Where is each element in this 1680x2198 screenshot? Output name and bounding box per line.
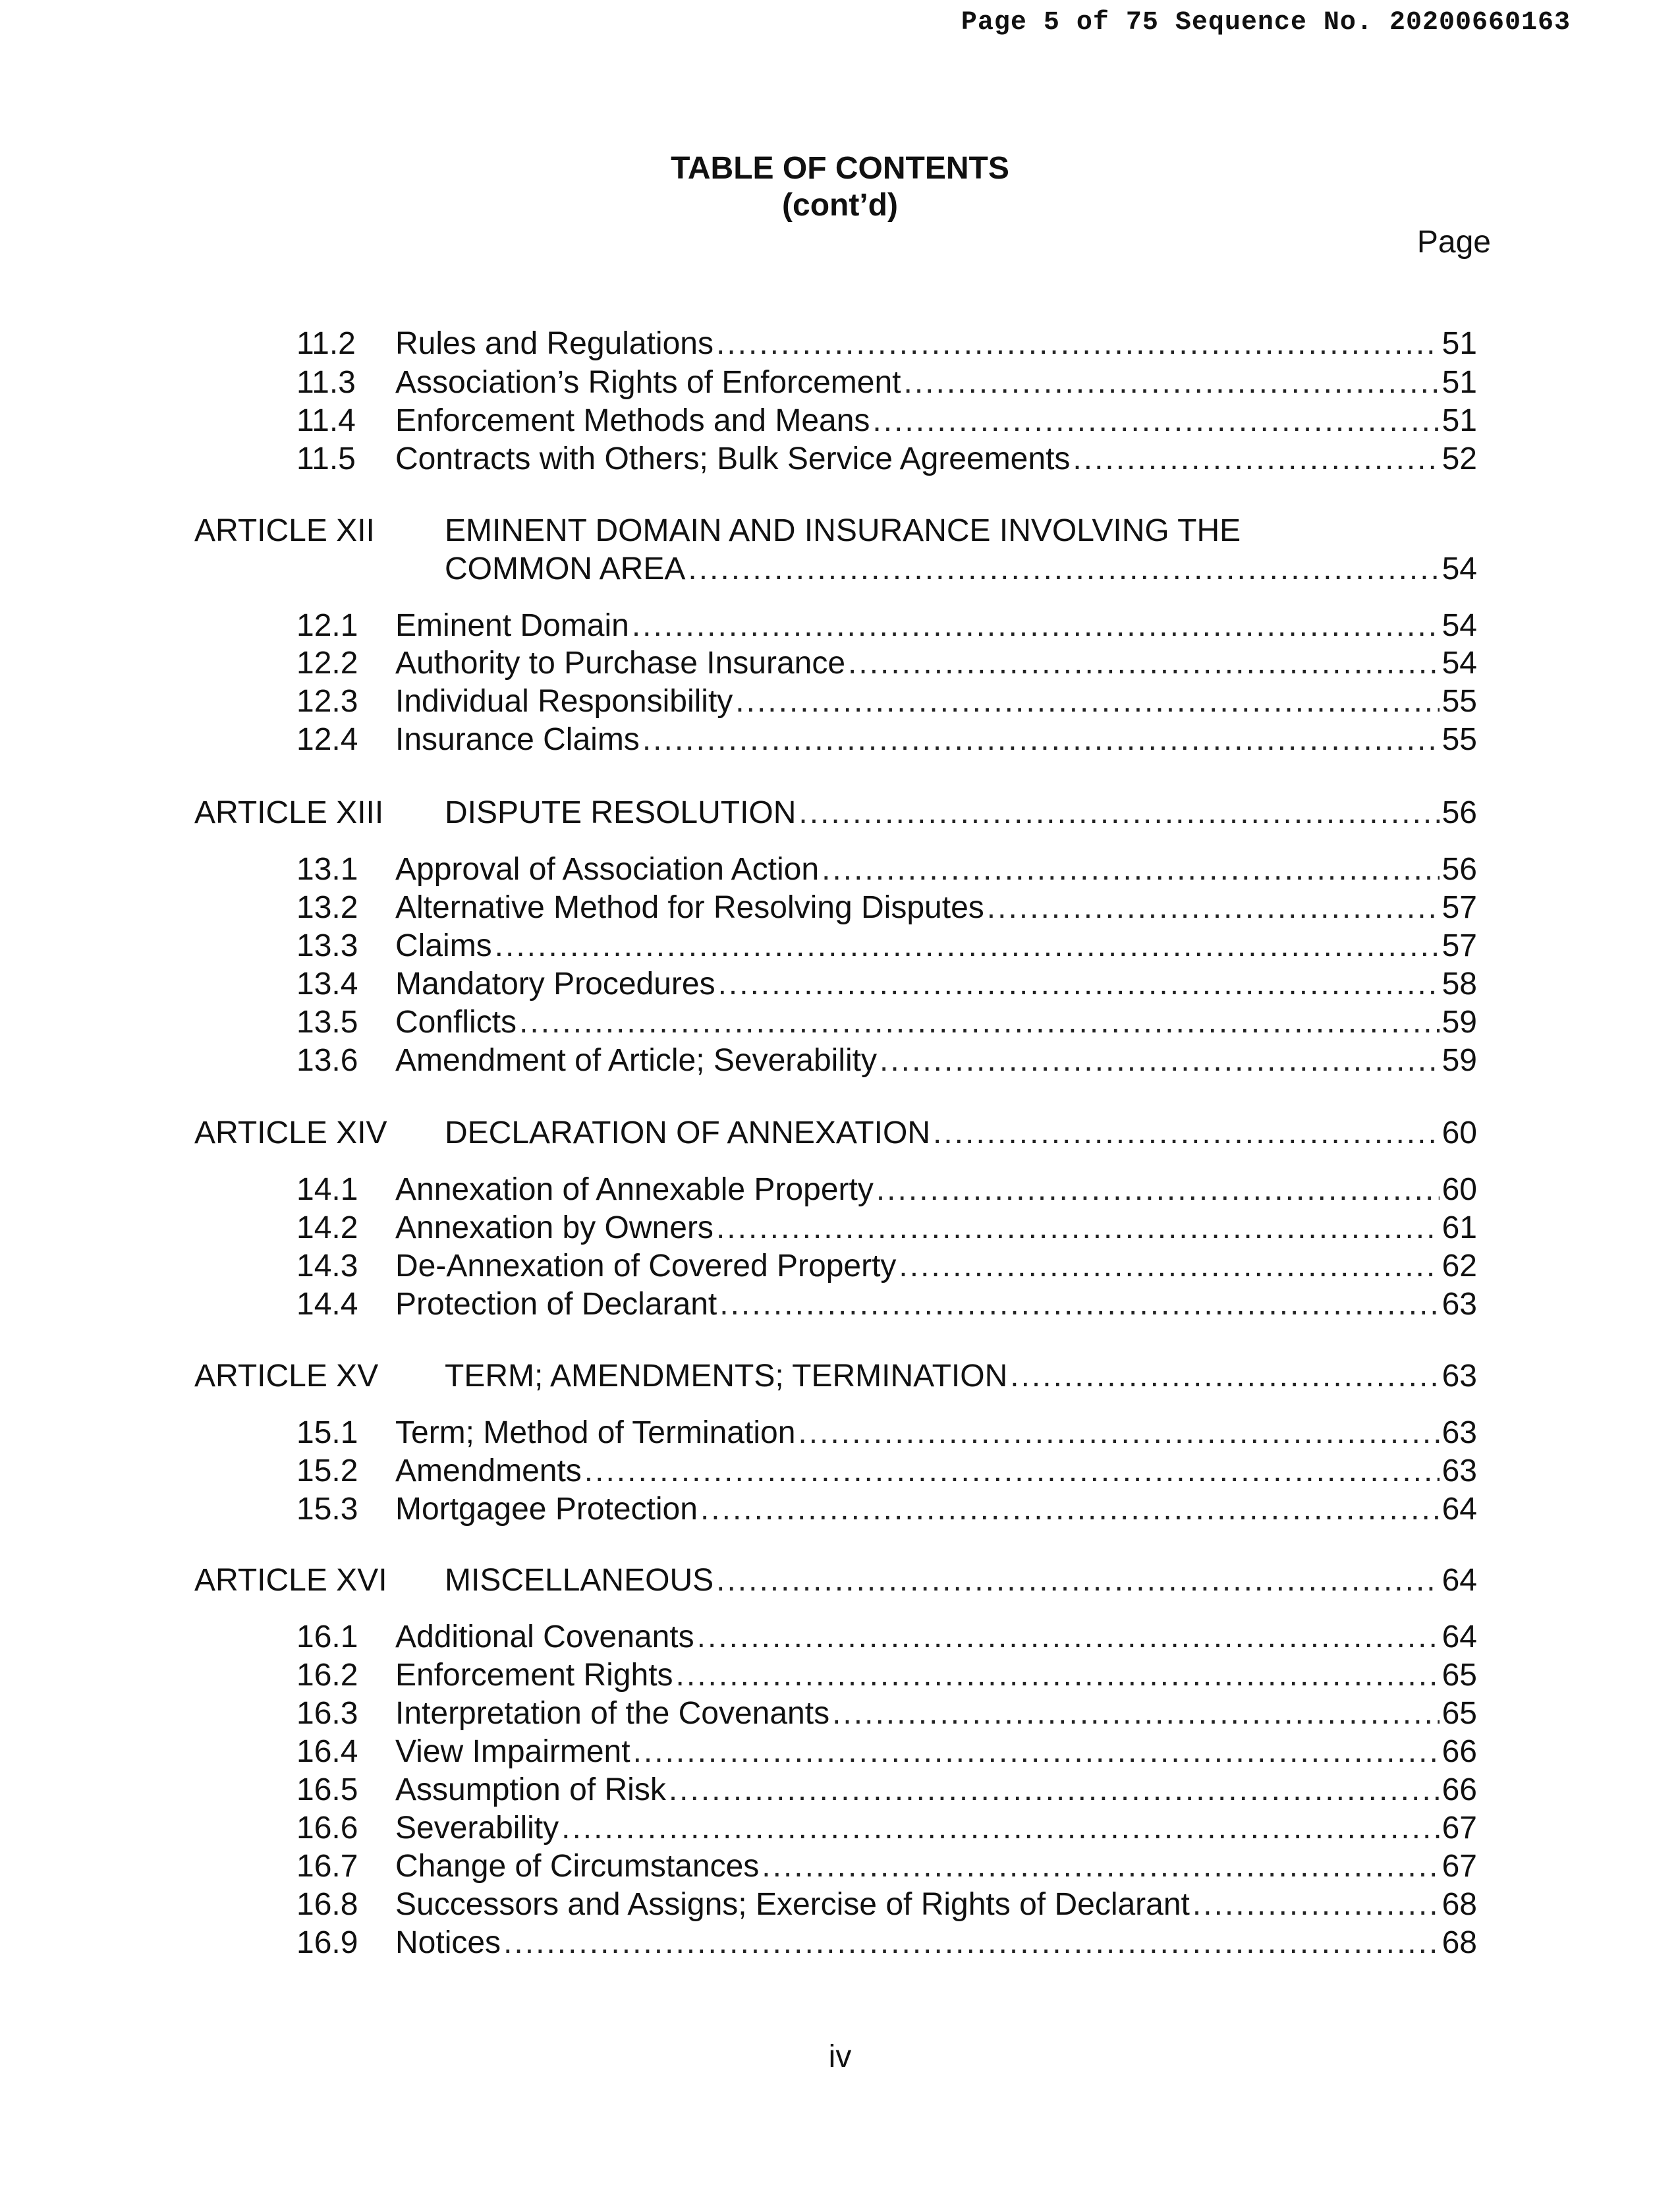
page-number: 63 xyxy=(1442,1415,1477,1450)
section-title: Association’s Rights of Enforcement xyxy=(395,365,901,400)
section-number: 16.8 xyxy=(296,1887,358,1922)
article-title-line1: EMINENT DOMAIN AND INSURANCE INVOLVING THE xyxy=(445,513,1241,548)
page-number: 60 xyxy=(1442,1172,1477,1207)
page-number: 54 xyxy=(1442,608,1477,643)
section-title: Enforcement Rights xyxy=(395,1658,673,1693)
dot-leader xyxy=(1192,1885,1440,1925)
toc-entry-11-5[interactable] xyxy=(0,439,1680,479)
article-number: ARTICLE XVI xyxy=(194,1563,387,1598)
toc-article-xiv[interactable] xyxy=(0,1113,1680,1153)
toc-entry-13-3[interactable] xyxy=(0,926,1680,966)
dot-leader xyxy=(688,550,1439,589)
section-title: Claims xyxy=(395,928,492,963)
dot-leader xyxy=(561,1809,1440,1848)
section-title: Annexation by Owners xyxy=(395,1210,714,1245)
dot-leader xyxy=(798,1413,1439,1453)
section-title: Contracts with Others; Bulk Service Agreements xyxy=(395,441,1071,476)
section-title: View Impairment xyxy=(395,1734,630,1769)
dot-leader xyxy=(719,1285,1439,1324)
page-number: 51 xyxy=(1442,326,1477,361)
toc-entry-13-5[interactable] xyxy=(0,1003,1680,1042)
dot-leader xyxy=(762,1847,1439,1886)
section-title: Assumption of Risk xyxy=(395,1772,666,1807)
page-column-label: Page xyxy=(1416,225,1491,260)
page-number: 59 xyxy=(1442,1005,1477,1040)
toc-entry-12-1[interactable] xyxy=(0,606,1680,646)
section-number: 11.3 xyxy=(296,365,356,400)
page-number: 63 xyxy=(1442,1453,1477,1488)
section-title: Rules and Regulations xyxy=(395,326,714,361)
dot-leader xyxy=(503,1923,1440,1963)
section-number: 15.1 xyxy=(296,1415,358,1450)
section-number: 16.2 xyxy=(296,1658,358,1693)
section-number: 13.4 xyxy=(296,967,358,1001)
toc-article-xiii[interactable] xyxy=(0,793,1680,833)
toc-entry-16-4[interactable] xyxy=(0,1732,1680,1772)
section-number: 16.6 xyxy=(296,1811,358,1846)
dot-leader xyxy=(669,1770,1440,1810)
page-number: 57 xyxy=(1442,928,1477,963)
toc-entry-11-3[interactable] xyxy=(0,363,1680,403)
page-number: 55 xyxy=(1442,684,1477,719)
section-title: Authority to Purchase Insurance xyxy=(395,646,846,681)
section-number: 11.4 xyxy=(296,403,356,438)
section-title: Eminent Domain xyxy=(395,608,629,643)
page-footer-number: iv xyxy=(828,2039,852,2074)
toc-title: TABLE OF CONTENTS xyxy=(671,151,1009,186)
dot-leader xyxy=(872,401,1439,441)
section-title: Individual Responsibility xyxy=(395,684,733,719)
toc-entry-16-3[interactable] xyxy=(0,1694,1680,1733)
section-title: Protection of Declarant xyxy=(395,1287,717,1322)
section-title: Interpretation of the Covenants xyxy=(395,1696,830,1731)
dot-leader xyxy=(1073,439,1439,479)
page-number: 63 xyxy=(1442,1359,1477,1394)
dot-leader xyxy=(903,363,1439,403)
section-title: Approval of Association Action xyxy=(395,852,820,887)
section-number: 15.2 xyxy=(296,1453,358,1488)
dot-leader xyxy=(735,682,1439,721)
section-number: 14.4 xyxy=(296,1287,358,1322)
dot-leader xyxy=(676,1656,1440,1695)
page-number: 59 xyxy=(1442,1043,1477,1078)
dot-leader xyxy=(848,644,1440,683)
page-number: 64 xyxy=(1442,1492,1477,1527)
page-number: 67 xyxy=(1442,1811,1477,1846)
toc-article-xv[interactable] xyxy=(0,1357,1680,1396)
dot-leader xyxy=(1010,1357,1439,1396)
article-title: DISPUTE RESOLUTION xyxy=(445,795,797,830)
page-number: 67 xyxy=(1442,1849,1477,1884)
page-number: 65 xyxy=(1442,1658,1477,1693)
article-number: ARTICLE XII xyxy=(194,513,375,548)
dot-leader xyxy=(987,888,1440,928)
toc-entry-16-7[interactable] xyxy=(0,1847,1680,1886)
section-title: Insurance Claims xyxy=(395,722,640,757)
dot-leader xyxy=(519,1003,1440,1042)
section-title: Notices xyxy=(395,1925,501,1960)
dot-leader xyxy=(697,1618,1440,1657)
section-title: Mortgagee Protection xyxy=(395,1492,698,1527)
section-number: 16.5 xyxy=(296,1772,358,1807)
toc-subtitle: (cont’d) xyxy=(782,188,898,223)
toc-entry-16-6[interactable] xyxy=(0,1809,1680,1848)
toc-entry-16-9[interactable] xyxy=(0,1923,1680,1963)
section-title: De-Annexation of Covered Property xyxy=(395,1249,897,1283)
dot-leader xyxy=(933,1113,1440,1153)
section-title: Term; Method of Termination xyxy=(395,1415,796,1450)
section-number: 12.3 xyxy=(296,684,358,719)
article-title: DECLARATION OF ANNEXATION xyxy=(445,1115,930,1150)
dot-leader xyxy=(700,1490,1440,1529)
page-number: 60 xyxy=(1442,1115,1477,1150)
section-number: 16.9 xyxy=(296,1925,358,1960)
section-number: 13.2 xyxy=(296,890,358,925)
page-number: 64 xyxy=(1442,1563,1477,1598)
section-number: 14.3 xyxy=(296,1249,358,1283)
article-title: TERM; AMENDMENTS; TERMINATION xyxy=(445,1359,1008,1394)
toc-entry-15-2[interactable] xyxy=(0,1451,1680,1491)
section-number: 13.3 xyxy=(296,928,358,963)
section-title: Mandatory Procedures xyxy=(395,967,715,1001)
dot-leader xyxy=(832,1694,1440,1733)
toc-entry-14-4[interactable] xyxy=(0,1285,1680,1324)
dot-leader xyxy=(642,720,1440,760)
toc-entry-16-8[interactable] xyxy=(0,1885,1680,1925)
dot-leader xyxy=(632,606,1440,646)
section-number: 14.2 xyxy=(296,1210,358,1245)
toc-entry-15-1[interactable] xyxy=(0,1413,1680,1453)
dot-leader xyxy=(798,793,1439,833)
section-number: 12.1 xyxy=(296,608,358,643)
dot-leader xyxy=(716,1208,1440,1248)
toc-entry-14-3[interactable] xyxy=(0,1247,1680,1286)
section-number: 11.2 xyxy=(296,326,356,361)
article-number: ARTICLE XV xyxy=(194,1359,379,1394)
dot-leader xyxy=(716,324,1440,364)
page-number: 56 xyxy=(1442,795,1477,830)
dot-leader xyxy=(716,1561,1439,1600)
article-number: ARTICLE XIV xyxy=(194,1115,387,1150)
section-number: 15.3 xyxy=(296,1492,358,1527)
page-number: 54 xyxy=(1442,646,1477,681)
section-title: Conflicts xyxy=(395,1005,517,1040)
page-number: 51 xyxy=(1442,403,1477,438)
article-title: MISCELLANEOUS xyxy=(445,1563,714,1598)
section-number: 12.4 xyxy=(296,722,358,757)
dot-leader xyxy=(495,926,1440,966)
section-title: Severability xyxy=(395,1811,559,1846)
toc-entry-14-2[interactable] xyxy=(0,1208,1680,1248)
section-number: 11.5 xyxy=(296,441,356,476)
toc-entry-16-1[interactable] xyxy=(0,1618,1680,1657)
page-number: 68 xyxy=(1442,1925,1477,1960)
toc-entry-11-4[interactable] xyxy=(0,401,1680,441)
toc-entry-13-4[interactable] xyxy=(0,965,1680,1004)
section-title: Successors and Assigns; Exercise of Rights of Declarant xyxy=(395,1887,1190,1922)
toc-article-xvi[interactable] xyxy=(0,1561,1680,1600)
article-title-line2: COMMON AREA xyxy=(445,551,686,586)
toc-entry-12-4[interactable] xyxy=(0,720,1680,760)
section-number: 16.7 xyxy=(296,1849,358,1884)
section-title: Additional Covenants xyxy=(395,1620,694,1654)
toc-entry-12-2[interactable] xyxy=(0,644,1680,683)
section-number: 16.4 xyxy=(296,1734,358,1769)
dot-leader xyxy=(822,850,1440,889)
page-sequence-stamp: Page 5 of 75 Sequence No. 20200660163 xyxy=(961,8,1571,38)
section-title: Alternative Method for Resolving Disputes xyxy=(395,890,984,925)
page-number: 65 xyxy=(1442,1696,1477,1731)
section-title: Amendments xyxy=(395,1453,582,1488)
page-number: 68 xyxy=(1442,1887,1477,1922)
section-number: 16.1 xyxy=(296,1620,358,1654)
dot-leader xyxy=(899,1247,1439,1286)
page-number: 52 xyxy=(1442,441,1477,476)
dot-leader xyxy=(876,1170,1440,1210)
section-title: Annexation of Annexable Property xyxy=(395,1172,874,1207)
section-number: 13.5 xyxy=(296,1005,358,1040)
toc-entry-14-1[interactable] xyxy=(0,1170,1680,1210)
toc-entry-16-2[interactable] xyxy=(0,1656,1680,1695)
toc-entry-13-2[interactable] xyxy=(0,888,1680,928)
page-number: 57 xyxy=(1442,890,1477,925)
page-number: 64 xyxy=(1442,1620,1477,1654)
toc-entry-11-2[interactable] xyxy=(0,324,1680,364)
dot-leader xyxy=(584,1451,1440,1491)
page-number: 62 xyxy=(1442,1249,1477,1283)
page-number: 51 xyxy=(1442,365,1477,400)
section-title: Amendment of Article; Severability xyxy=(395,1043,877,1078)
page-number: 63 xyxy=(1442,1287,1477,1322)
page-number: 58 xyxy=(1442,967,1477,1001)
section-number: 12.2 xyxy=(296,646,358,681)
section-number: 13.1 xyxy=(296,852,358,887)
article-number: ARTICLE XIII xyxy=(194,795,384,830)
toc-entry-15-3[interactable] xyxy=(0,1490,1680,1529)
toc-entry-16-5[interactable] xyxy=(0,1770,1680,1810)
section-number: 16.3 xyxy=(296,1696,358,1731)
dot-leader xyxy=(880,1041,1440,1081)
dot-leader xyxy=(633,1732,1440,1772)
page-number: 66 xyxy=(1442,1734,1477,1769)
section-number: 13.6 xyxy=(296,1043,358,1078)
page-number: 56 xyxy=(1442,852,1477,887)
toc-article-xii-line1[interactable] xyxy=(0,511,1680,551)
section-number: 14.1 xyxy=(296,1172,358,1207)
toc-entry-12-3[interactable] xyxy=(0,682,1680,721)
section-title: Change of Circumstances xyxy=(395,1849,760,1884)
section-title: Enforcement Methods and Means xyxy=(395,403,870,438)
toc-entry-13-6[interactable] xyxy=(0,1041,1680,1081)
toc-article-xii-line2[interactable] xyxy=(0,550,1680,589)
toc-entry-13-1[interactable] xyxy=(0,850,1680,889)
page-number: 61 xyxy=(1442,1210,1477,1245)
page-number: 66 xyxy=(1442,1772,1477,1807)
page-number: 54 xyxy=(1442,551,1477,586)
dot-leader xyxy=(718,965,1440,1004)
page-number: 55 xyxy=(1442,722,1477,757)
